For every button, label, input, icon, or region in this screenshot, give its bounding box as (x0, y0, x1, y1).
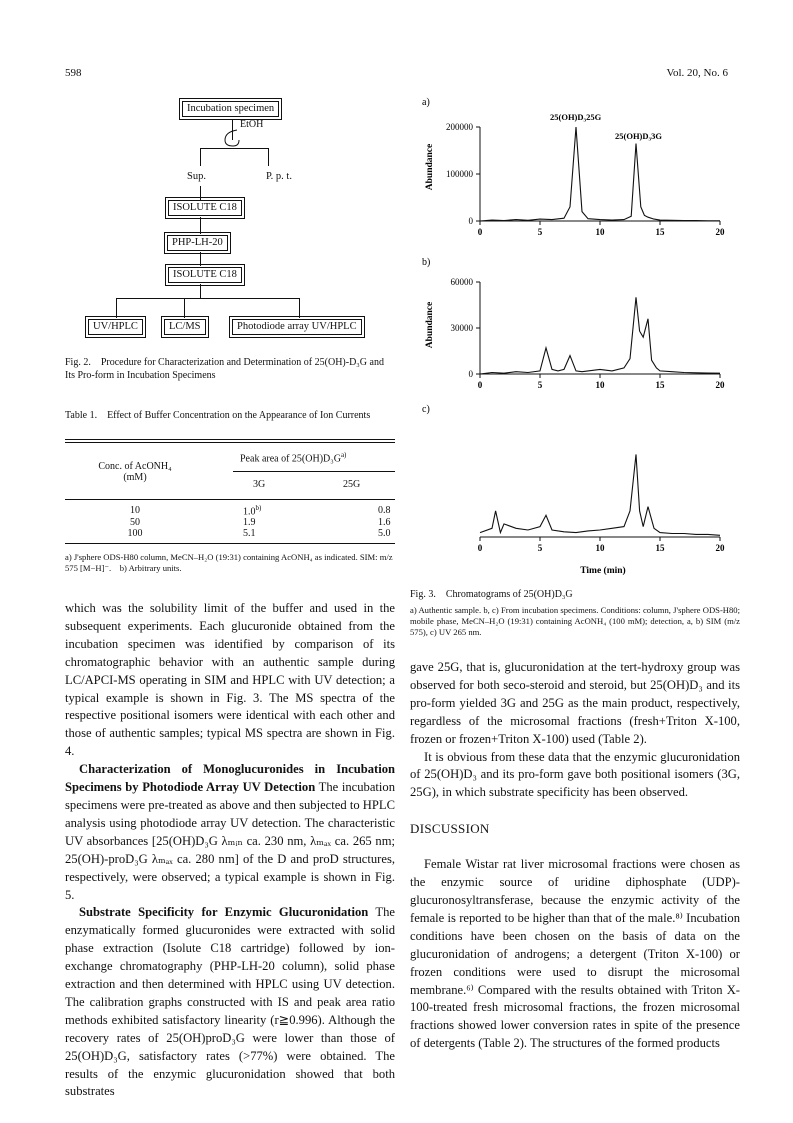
fig2-caption: Fig. 2. Procedure for Characterization and Determination of 25(OH)-D₃G and Its Pro-form in Incubation Specimens (65, 357, 384, 381)
ylabel-b: Abundance (425, 301, 435, 349)
etoh-label: EtOH (240, 119, 264, 130)
peak-label-3g: 25(OH)D₃3G (615, 131, 662, 141)
col-peak-note: a) (340, 451, 347, 459)
series-line-a (480, 127, 720, 221)
col-peak: Peak area of 25(OH)D₃G (240, 453, 341, 465)
paragraph: gave 25G, that is, glucuronidation at the tert-hydroxy group was observed for both seco-steroid and steroid, but 25(OH)D₃ and its pro-form yielded 3G and 25G as the main product, respectively, regardless of the microsomal fractions (fresh+Triton X-100, frozen or frozen+Triton X-100) used (Table 2). (410, 660, 740, 746)
table1-title: Table 1. Effect of Buffer Concentration on the Appearance of Ion Currents (65, 410, 371, 421)
y-tick-label: 100000 (446, 169, 473, 179)
pda-box: Photodiode array UV/HPLC (232, 319, 362, 335)
panel-c-label: c) (422, 404, 430, 415)
x-tick-label: 10 (595, 543, 605, 553)
discussion-heading: DISCUSSION (410, 821, 490, 837)
paragraph: Female Wistar rat liver microsomal fractions were chosen as the enzymic source of uridine diphosphate (UDP)-glucuronosyltransferase, because the enzymic activity of the female is reported to be higher than that of the male.⁸⁾ Incubation conditions have been chosen on the basis of data on the glucuronidation of androgens; a detergent (Triton X-100) or frozen conditions were used to disrupt the microsomal membrane.⁶⁾ Compared with the results obtained with Triton X-100-treated fresh microsomal fractions, the frozen microsomal fractions showed lower conversion rates in spite of the presence of detergents (Table 2). The structures of the formed products (410, 857, 740, 1051)
table-row: 100 5.1 5.0 (127, 528, 391, 540)
x-tick-label: 0 (477, 380, 483, 390)
x-tick-label: 0 (477, 543, 483, 553)
panel-b-label: b) (422, 257, 431, 268)
left-column (65, 600, 395, 1101)
paragraph: which was the solubility limit of the buffer and used in the subsequent experiments. Each glucuronide obtained from the incubation specimen was identified by comparison of its chromatographic behavior with an authentic sample during LC/APCI-MS operating in SIM and HPLC with UV detection; a typical example is shown in Fig. 3. The MS spectra of the respective positional isomers were identical with each other and those of authentic samples; typical MS spectra are shown in Fig. 4. (65, 601, 395, 759)
y-tick-label: 0 (468, 369, 473, 379)
col-conc-unit: (mM) (123, 472, 147, 483)
page-number: 598 (65, 67, 82, 79)
fig3-caption: Fig. 3. Chromatograms of 25(OH)D₃G a) Authentic sample. b, c) From incubation specimens. Conditions: column, J'sphere ODS-H80; mobile phase, MeCN–H₂O (19:31) containing AcONH₄ (100 mM); detection, a, b) SIM (m/z 575), c) UV 265 nm. (410, 589, 740, 637)
y-tick-label: 60000 (450, 277, 473, 287)
right-column (410, 659, 740, 1053)
paragraph: The enzymatically formed glucuronides were extracted with solid phase extraction (Isolute C18 cartridge) followed by ion-exchange chromatography (PHP-LH-20 column), solid phase extraction and then determined with HPLC using UV detection. The calibration graphs constructed with IS and peak area ratio methods exhibited satisfactory linearity (r≧0.996). Although the recovery rates of 25(OH)proD₃G were lower than those of 25(OH)D₃G, satisfactory rates (>77%) were obtained. The results of the enzymic glucuronidation showed that both substrates (65, 905, 395, 1099)
x-tick-label: 20 (715, 380, 725, 390)
sup-label: Sup. (187, 171, 206, 182)
ylabel-a: Abundance (425, 143, 435, 191)
uvhplc-box: UV/HPLC (88, 319, 143, 335)
paragraph: It is obvious from these data that the enzymic glucuronidation of 25(OH)D₃ and its pro-form gave both positional isomers (3G, 25G), in which substrate specificity has been observed. (410, 749, 740, 800)
x-tick-label: 5 (537, 543, 543, 553)
journal-volume: Vol. 20, No. 6 (666, 67, 728, 79)
table1-footnote: a) J'sphere ODS-H80 column, MeCN–H₂O (19:31) containing AcONH₄ as indicated. SIM: m/z 575 [M−H]⁻. b) Arbitrary units. (65, 552, 393, 574)
table1 (65, 437, 395, 574)
x-tick-label: 0 (477, 227, 483, 237)
x-tick-label: 15 (655, 543, 665, 553)
ppt-label: P. p. t. (266, 171, 292, 182)
x-tick-label: 5 (537, 227, 543, 237)
x-tick-label: 5 (537, 380, 543, 390)
x-tick-label: 20 (715, 227, 725, 237)
php-box: PHP-LH-20 (167, 235, 228, 251)
table-row: 10 1.0$^{b)}$ 0.8 (130, 504, 391, 518)
centrifuge-symbol (219, 128, 249, 154)
series-line-b (480, 297, 720, 374)
col-conc: Conc. of AcONH₄ (98, 461, 172, 472)
sub-3g: 3G (253, 479, 266, 490)
incubation-box: Incubation specimen (182, 101, 279, 117)
x-tick-label: 10 (595, 227, 605, 237)
table-row: 50 1.9 1.6 (130, 517, 391, 529)
y-tick-label: 30000 (450, 323, 473, 333)
isolute1-box: ISOLUTE C18 (168, 200, 242, 216)
section-heading: Characterization of Monoglucuronides in Incubation Specimens by Photodiode Array UV Detection (65, 762, 395, 795)
lcms-box: LC/MS (164, 319, 206, 335)
series-line-c (480, 454, 720, 535)
xlabel-time: Time (min) (580, 566, 626, 576)
isolute2-box: ISOLUTE C18 (168, 267, 242, 283)
paragraph: The incubation specimens were pre-treated as above and then subjected to HPLC analysis using photodiode array UV detection. The characteristic UV absorbances [25(OH)D₃G λₘᵢₙ ca. 230 nm, λₘₐₓ ca. 265 nm; 25(OH)-proD₃G λₘₐₓ ca. 280 nm] of the D and proD structures, respectively, were observed; a typical example is shown in Fig. 5. (65, 780, 396, 902)
peak-label-25g: 25(OH)D₃25G (550, 112, 602, 122)
sub-25g: 25G (343, 479, 361, 490)
x-tick-label: 15 (655, 227, 665, 237)
panel-a-label: a) (422, 97, 430, 108)
x-tick-label: 10 (595, 380, 605, 390)
x-tick-label: 20 (715, 543, 725, 553)
y-tick-label: 200000 (446, 122, 473, 132)
x-tick-label: 15 (655, 380, 665, 390)
section-heading: Substrate Specificity for Enzymic Glucuronidation (79, 905, 369, 920)
fig3-chromatograms (410, 95, 740, 585)
y-tick-label: 0 (468, 216, 473, 226)
